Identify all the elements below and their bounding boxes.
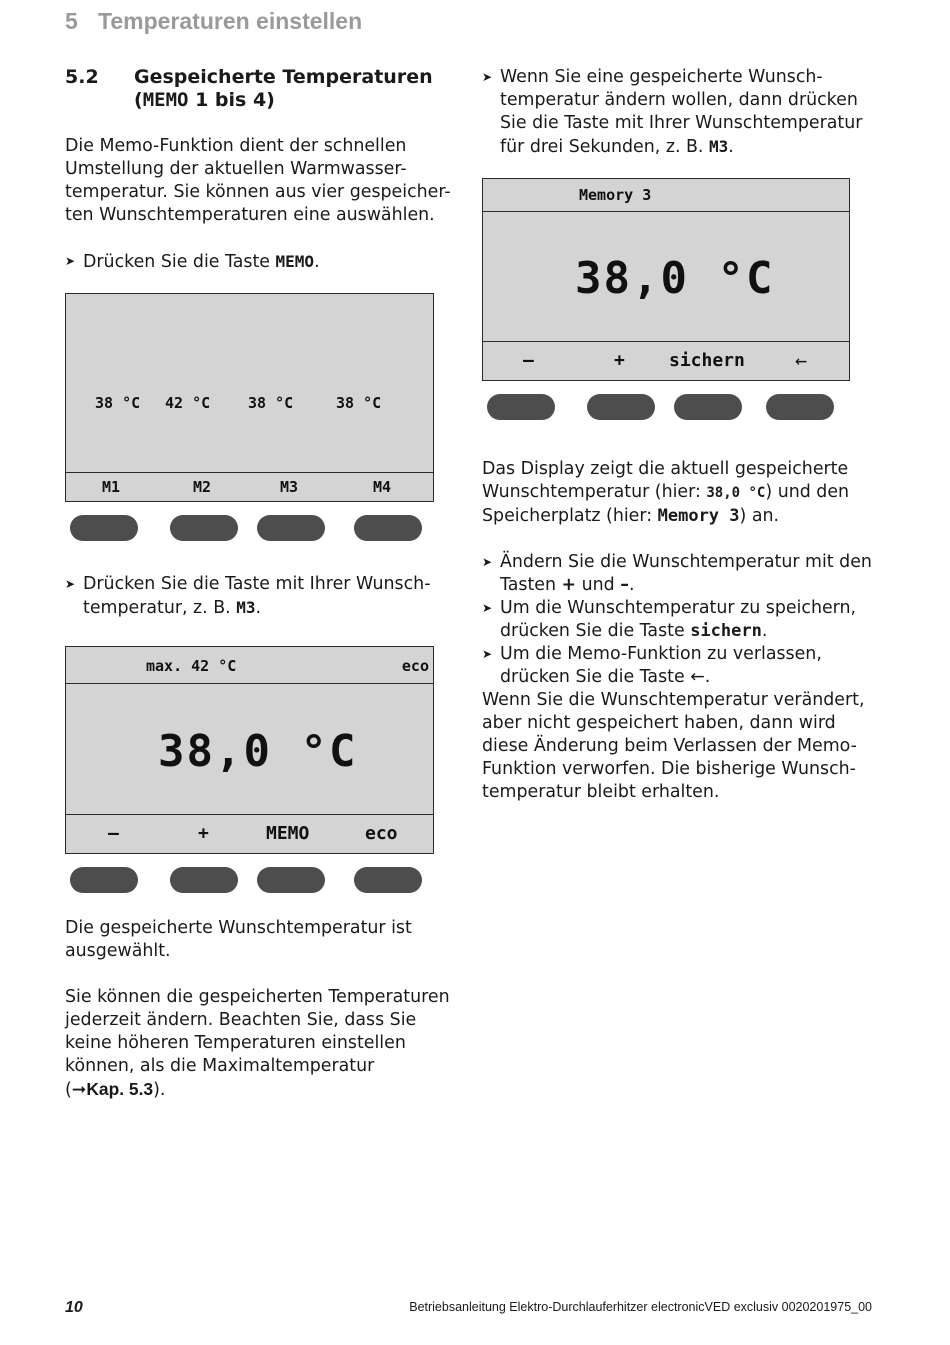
- page-number: 10: [65, 1299, 83, 1316]
- display-memory-edit: [482, 178, 850, 381]
- memo-key-ref: MEMO: [275, 252, 315, 271]
- memo-temp-4: 38 °C: [336, 394, 382, 412]
- step-exit-memo: ➤ Um die Memo-Funktion zu verlassen, drücken Sie die Taste ←.: [482, 643, 877, 689]
- note-paragraph: Sie können die gespeicherten Temperaturen jederzeit ändern. Beachten Sie, dass Sie keine höheren Temperaturen einstellen können, als die Maximaltemperatur (➞Kap. 5.3).: [65, 987, 450, 1100]
- back-arrow-icon: ←: [795, 348, 808, 372]
- softkey-m1-button[interactable]: [70, 515, 138, 541]
- softkey-label-minus: –: [523, 350, 534, 371]
- left-bottom-text: [65, 917, 460, 1102]
- softkey-row-2: [70, 867, 425, 893]
- softkey-label-memo: MEMO: [266, 823, 310, 844]
- chapter-link[interactable]: Kap. 5.3: [86, 1079, 154, 1099]
- memo-temp-1: 38 °C: [95, 394, 141, 412]
- display-memo-list: [65, 293, 434, 502]
- step-press-memo: ➤ Drücken Sie die Taste MEMO.: [65, 250, 460, 274]
- softkey-memo-button[interactable]: [257, 867, 325, 893]
- step-change-memory: ➤ Wenn Sie eine gespeicherte Wunsch-temperatur ändern wollen, dann drücken Sie die Taste mit Ihrer Wunschtemperatur für drei Sekunden, z. B. M3.: [482, 66, 877, 159]
- softkey-row-3: [487, 394, 842, 420]
- softkey-label-minus: –: [108, 823, 119, 844]
- softkey-save-button[interactable]: [674, 394, 742, 420]
- chapter-title: Temperaturen einstellen: [98, 8, 363, 34]
- chapter-heading: [65, 8, 362, 35]
- softkey-plus-button[interactable]: [170, 867, 238, 893]
- temp-ref: 38,0 °C: [706, 485, 766, 501]
- softkey-label-eco: eco: [365, 823, 398, 844]
- intro-paragraph: Die Memo-Funktion dient der schnellen Umstellung der aktuellen Warmwasser-temperatur. Sie können aus vier gespeicher-ten Wunschtemperaturen eine auswählen.: [65, 136, 451, 225]
- step-adjust-temp: ➤ Ändern Sie die Wunschtemperatur mit den Tasten + und –.: [482, 551, 877, 597]
- right-bottom-text: [482, 458, 877, 804]
- memo-temp-3: 38 °C: [248, 394, 294, 412]
- left-column: [65, 66, 460, 274]
- closing-paragraph: Wenn Sie die Wunschtemperatur verändert, aber nicht gespeichert haben, dann wird diese Änderung beim Verlassen der Memo-Funktion verworfen. Die bisherige Wunsch-temperatur bleibt erhalten.: [482, 690, 865, 802]
- softkey-bar: [66, 472, 433, 501]
- softkey-label-plus: +: [614, 350, 625, 371]
- arrow-right-icon: ➞: [71, 1080, 87, 1100]
- minus-key-ref: –: [620, 575, 629, 595]
- softkey-eco-button[interactable]: [354, 867, 422, 893]
- display-selected-temp: [65, 646, 434, 854]
- m3-key-ref: M3: [709, 137, 729, 156]
- step-save-temp: ➤ Um die Wunschtemperatur zu speichern, drücken Sie die Taste sichern.: [482, 597, 877, 643]
- softkey-m3-button[interactable]: [257, 515, 325, 541]
- softkey-row-1: [70, 515, 425, 541]
- softkey-label-m4: M4: [373, 478, 392, 496]
- softkey-label-plus: +: [198, 823, 209, 844]
- softkey-label-m1: M1: [102, 478, 121, 496]
- memory-slot-label: Memory 3: [579, 186, 652, 204]
- right-column-top: [482, 66, 877, 159]
- softkey-minus-button[interactable]: [487, 394, 555, 420]
- softkey-label-m2: M2: [193, 478, 212, 496]
- softkey-back-button[interactable]: [766, 394, 834, 420]
- eco-indicator: eco: [401, 657, 429, 675]
- memo-temp-2: 42 °C: [165, 394, 211, 412]
- softkey-label-m3: M3: [280, 478, 299, 496]
- section-heading: [65, 66, 460, 112]
- softkey-label-save: sichern: [669, 350, 745, 371]
- max-temp-label: max. 42 °C: [146, 657, 237, 675]
- softkey-bar: [483, 341, 849, 380]
- info-paragraph: Das Display zeigt die aktuell gespeicherte Wunschtemperatur (hier: 38,0 °C) und den Speicherplatz (hier: Memory 3) an.: [482, 459, 850, 526]
- section-title: Gespeicherte Temperaturen (MEMO 1 bis 4): [134, 66, 433, 111]
- step-press-m3: ➤ Drücken Sie die Taste mit Ihrer Wunsch-temperatur, z. B. M3.: [65, 573, 468, 620]
- chapter-number: 5: [65, 8, 78, 34]
- softkey-bar: [66, 814, 433, 853]
- status-bar: [66, 647, 433, 684]
- save-key-ref: sichern: [690, 621, 762, 641]
- softkey-plus-button[interactable]: [587, 394, 655, 420]
- plus-key-ref: +: [561, 575, 577, 595]
- document-title: Betriebsanleitung Elektro-Durchlauferhitzer electronicVED exclusiv 0020201975_00: [409, 1300, 872, 1314]
- memo-key-label: MEMO: [142, 89, 189, 111]
- status-bar: [483, 179, 849, 212]
- softkey-minus-button[interactable]: [70, 867, 138, 893]
- m3-key-ref: M3: [236, 598, 256, 617]
- memory-ref: Memory 3: [657, 506, 740, 526]
- section-number: 5.2: [65, 66, 99, 88]
- memory-temperature: 38,0 °C: [575, 253, 775, 304]
- back-arrow-icon: ←: [690, 667, 705, 687]
- softkey-m4-button[interactable]: [354, 515, 422, 541]
- result-paragraph: Die gespeicherte Wunschtemperatur ist ausgewählt.: [65, 918, 412, 961]
- softkey-m2-button[interactable]: [170, 515, 238, 541]
- current-temperature: 38,0 °C: [158, 726, 358, 777]
